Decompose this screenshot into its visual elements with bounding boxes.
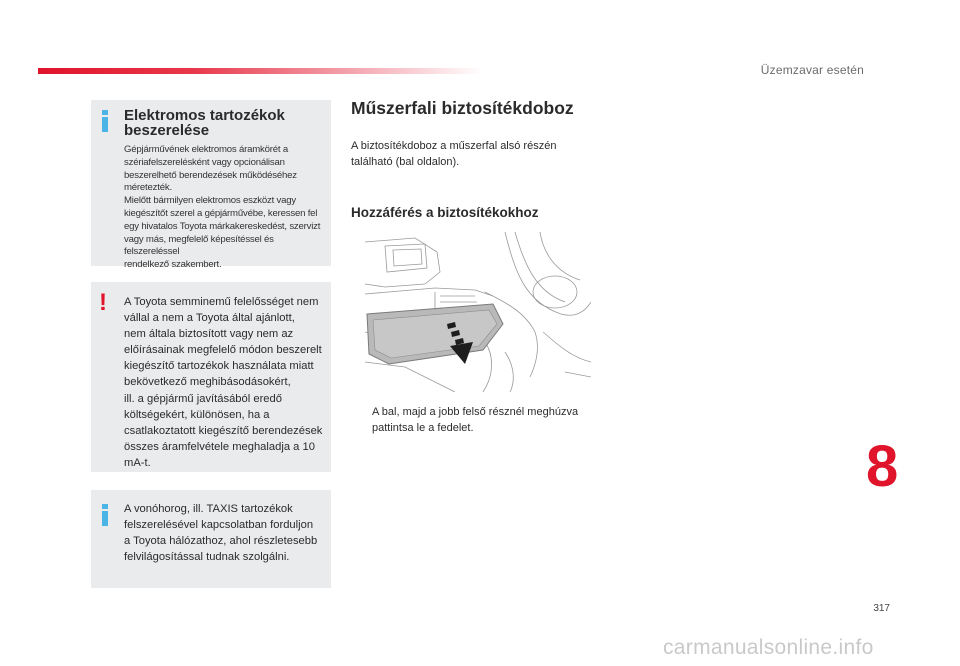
watermark: carmanualsonline.info: [663, 636, 874, 659]
warning-box: [91, 282, 331, 472]
intro-text: A biztosítékdoboz a műszerfal alsó részén található (bal oldalon).: [351, 140, 557, 168]
warning-text: A Toyota semminemű felelősséget nem vállal a nem a Toyota által ajánlott, nem általa biztosított vagy nem az előírásainak megfelelő módon beszerelt kiegészítő tartozékok használata miatt bekövetkező meghibásodásokért, ill. a gépjármű javításából eredő költségekért, különösen, ha a csatlakoztatott kiegészítő berendezések összes áramfelvétele meghaladja a 10 mA-t.: [124, 296, 323, 469]
info-icon: [101, 504, 109, 526]
step-text: A bal, majd a jobb felső résznél meghúzva pattintsa le a fedelet.: [372, 406, 579, 434]
info-box-electrical-accessories: [91, 100, 331, 271]
info-box-towbar: [91, 490, 331, 588]
info-box-text: A vonóhorog, ill. TAXIS tartozékok felszerelésével kapcsolatban forduljon a Toyota hálózathoz, ahol részletesebb felvilágosítással tudnak szolgálni.: [124, 503, 318, 564]
info-icon: [101, 110, 109, 132]
info-box-title: Elektromos tartozékok beszerelése: [124, 107, 285, 139]
info-box-text: Gépjárművének elektromos áramkörét a szériafelszerelésként vagy opcionálisan beszerelhető berendezések működéséhez méretezték. Mielőtt bármilyen elektromos eszközt vagy kiegészítőt szerel a gépjárművébe, keressen fel egy hivatalos Toyota márkakereskedést, szervizt vagy más, megfelelő képesítéssel és felszereléssel rendelkező szakembert.: [124, 144, 321, 271]
dashboard-drawing: [365, 232, 591, 392]
header-accent-bar: [38, 68, 483, 74]
fusebox-illustration: [365, 232, 591, 392]
chapter-number: 8: [866, 434, 899, 499]
section-subtitle: Hozzáférés a biztosítékokhoz: [351, 205, 539, 220]
section-header: Üzemzavar esetén: [760, 63, 864, 77]
page-number: 317: [873, 603, 890, 614]
page-title: Műszerfali biztosítékdoboz: [351, 98, 574, 118]
warning-exclamation-icon: !: [99, 289, 107, 316]
